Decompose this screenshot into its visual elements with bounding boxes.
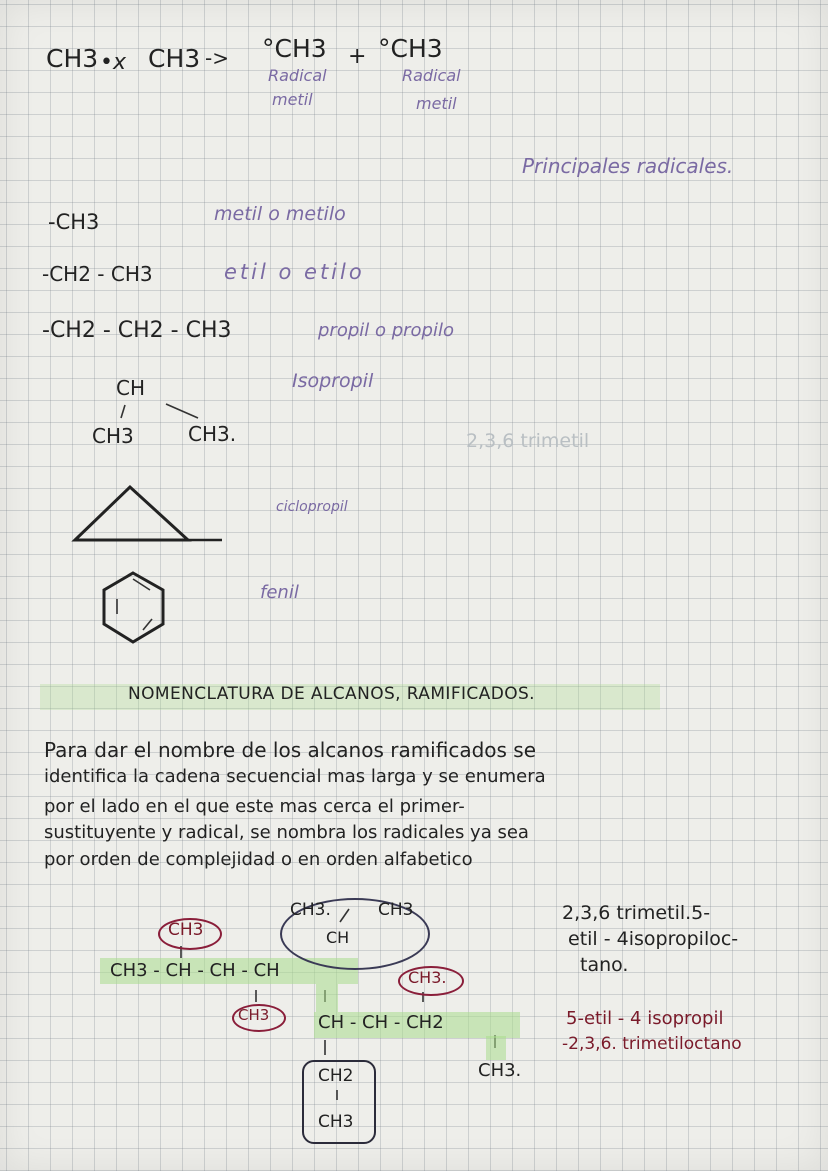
product-1-label-2: metil (272, 90, 313, 109)
reaction-arrow: -> (205, 46, 229, 70)
isopropyl-bond-right (166, 404, 198, 418)
group-ch3-b: CH3 (378, 900, 414, 920)
answer-2-line-2: -2,3,6. trimetiloctano (562, 1034, 742, 1054)
reaction-product-1: °CH3 (262, 34, 327, 63)
bottom-right-ch3: CH3. (478, 1060, 522, 1081)
isopropyl-bond-left (121, 405, 125, 418)
answer-1-line-3: tano. (580, 954, 629, 976)
vertical-highlight (316, 984, 338, 1012)
right-ch3: CH3. (408, 968, 447, 987)
end-highlight (486, 1036, 506, 1060)
box-ch2: CH2 (318, 1066, 354, 1086)
box-ch3: CH3 (318, 1112, 354, 1132)
group-ch: CH (326, 928, 350, 947)
radical-formula-3: -CH2 - CH2 - CH3 (42, 318, 232, 343)
product-2-label-1: Radical (402, 66, 461, 85)
reaction-reactant-right: CH3 (148, 44, 201, 73)
answer-1-line-2: etil - 4isopropiloc- (568, 928, 739, 950)
radical-formula-2: -CH2 - CH3 (42, 262, 153, 286)
cyclopropyl-triangle (75, 487, 188, 540)
isopropyl-name: Isopropil (292, 370, 374, 392)
radical-name-2: etil o etilo (224, 260, 365, 284)
paragraph-line-5: por orden de complejidad o en orden alfabetico (44, 849, 473, 870)
paragraph-line-3: por el lado en el que este mas cerca el primer- (44, 796, 465, 817)
answer-1-line-1: 2,3,6 trimetil.5- (562, 902, 711, 924)
faint-note: 2,3,6 trimetil (466, 430, 590, 452)
reaction-dot: •x (100, 50, 126, 75)
product-2-label-2: metil (416, 94, 457, 113)
reaction-plus: + (348, 44, 367, 69)
radical-name-1: metil o metilo (214, 203, 346, 225)
isopropyl-left: CH3 (92, 424, 134, 448)
phenyl-hexagon (104, 573, 163, 642)
paragraph-line-1: Para dar el nombre de los alcanos ramificados se (44, 738, 537, 762)
isopropyl-top: CH (116, 376, 146, 400)
mid-ch3: CH3 (238, 1006, 270, 1024)
radical-name-3: propil o propilo (318, 320, 455, 341)
phenyl-name: fenil (260, 582, 299, 603)
main-chain: CH3 - CH - CH - CH (110, 960, 280, 981)
paragraph-line-2: identifica la cadena secuencial mas larga y se enumera (44, 766, 546, 787)
top-ch3: CH3 (168, 920, 204, 940)
isopropyl-right: CH3. (188, 422, 237, 446)
group-ch3-a: CH3. (290, 900, 331, 920)
lower-chain: CH - CH - CH2 (318, 1012, 444, 1033)
paragraph-line-4: sustituyente y radical, se nombra los radicales ya sea (44, 822, 529, 843)
answer-2-line-1: 5-etil - 4 isopropil (566, 1008, 724, 1029)
product-1-label-1: Radical (268, 66, 327, 85)
radicals-title: Principales radicales. (522, 154, 734, 178)
phenyl-inner-bond-2 (143, 619, 152, 630)
radical-formula-1: -CH3 (48, 210, 100, 234)
reaction-product-2: °CH3 (378, 34, 443, 63)
reaction-reactant-left: CH3 (46, 44, 99, 73)
section-title: NOMENCLATURA DE ALCANOS, RAMIFICADOS. (128, 684, 535, 704)
cyclopropyl-name: ciclopropil (276, 499, 348, 515)
